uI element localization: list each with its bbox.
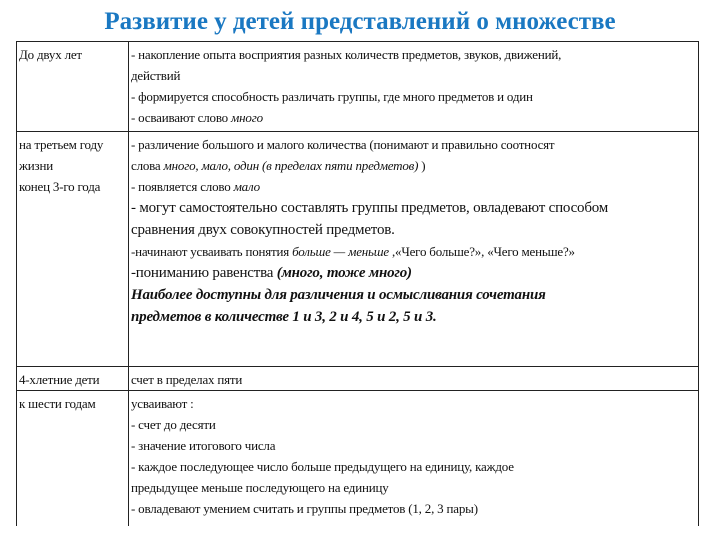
text-segment: ) <box>418 158 426 173</box>
table-row <box>17 42 699 132</box>
text-segment: - различение большого и малого количества (понимают и правильно соотносят <box>131 137 555 152</box>
description-line <box>131 134 696 155</box>
description-line <box>131 44 696 65</box>
table-row <box>17 132 699 367</box>
emphasis-text: мало <box>233 179 260 194</box>
age-cell <box>17 132 129 367</box>
table-row <box>17 367 699 391</box>
description-line <box>131 284 696 306</box>
emphasis-text: больше — меньше <box>292 244 389 259</box>
age-label: 4-хлетние дети <box>19 372 100 387</box>
description-line <box>131 369 696 390</box>
text-segment: - могут самостоятельно составлять группы предметов, овладевают способом <box>131 200 609 216</box>
text-segment: -пониманию равенства <box>131 265 277 281</box>
description-line <box>131 262 696 284</box>
description-cell <box>129 132 699 367</box>
text-segment: - каждое последующее число больше предыдущего на единицу, каждое <box>131 459 514 474</box>
age-label: конец 3-го года <box>19 179 101 194</box>
age-label: До двух лет <box>19 47 82 62</box>
text-segment: ,«Чего больше?», «Чего меньше?» <box>388 244 575 259</box>
description-cell <box>129 367 699 391</box>
description-line <box>131 176 696 197</box>
emphasis-text: предметов в количестве 1 и 3, 2 и 4, 5 и 2, 5 и 3. <box>131 309 437 325</box>
text-segment: - появляется слово <box>131 179 234 194</box>
text-segment: - накопление опыта восприятия разных количеств предметов, звуков, движений, <box>131 47 562 62</box>
text-segment: - осваивают слово <box>131 110 232 125</box>
description-line <box>131 241 696 262</box>
text-segment: - значение итогового числа <box>131 438 276 453</box>
text-segment: слова <box>131 158 164 173</box>
description-line <box>131 155 696 176</box>
age-label: к шести годам <box>19 396 96 411</box>
description-line <box>131 498 696 519</box>
text-segment: - формируется способность различать группы, где много предметов и один <box>131 89 533 104</box>
description-line <box>131 107 696 128</box>
age-cell <box>17 391 129 526</box>
description-line <box>131 306 696 328</box>
emphasis-text: много <box>231 110 263 125</box>
table-row <box>17 391 699 526</box>
age-label: на третьем году <box>19 137 104 152</box>
age-cell <box>17 42 129 132</box>
text-segment: усваивают : <box>131 396 194 411</box>
text-segment: действий <box>131 68 181 83</box>
description-cell <box>129 42 699 132</box>
emphasis-text: много, мало, один (в пределах пяти предметов) <box>163 158 419 173</box>
description-line <box>131 65 696 86</box>
description-cell <box>129 391 699 526</box>
age-cell <box>17 367 129 391</box>
development-table <box>16 41 699 526</box>
description-line <box>131 414 696 435</box>
description-line <box>131 393 696 414</box>
age-label: жизни <box>19 158 53 173</box>
text-segment: - счет до десяти <box>131 417 216 432</box>
text-segment: -начинают усваивать понятия <box>131 244 293 259</box>
text-segment: предыдущее меньше последующего на единицу <box>131 480 389 495</box>
description-line <box>131 435 696 456</box>
text-segment: сравнения двух совокупностей предметов. <box>131 222 395 238</box>
slide-title: Развитие у детей представлений о множестве <box>104 8 616 35</box>
emphasis-text: (много, тоже много) <box>276 265 412 281</box>
text-segment: счет в пределах пяти <box>131 372 243 387</box>
description-line <box>131 86 696 107</box>
description-line <box>131 477 696 498</box>
emphasis-text: Наиболее доступны для различения и осмысливания сочетания <box>131 287 546 303</box>
description-line <box>131 456 696 477</box>
description-line <box>131 219 696 241</box>
description-line <box>131 197 696 219</box>
text-segment: - овладевают умением считать и группы предметов (1, 2, 3 пары) <box>131 501 478 516</box>
